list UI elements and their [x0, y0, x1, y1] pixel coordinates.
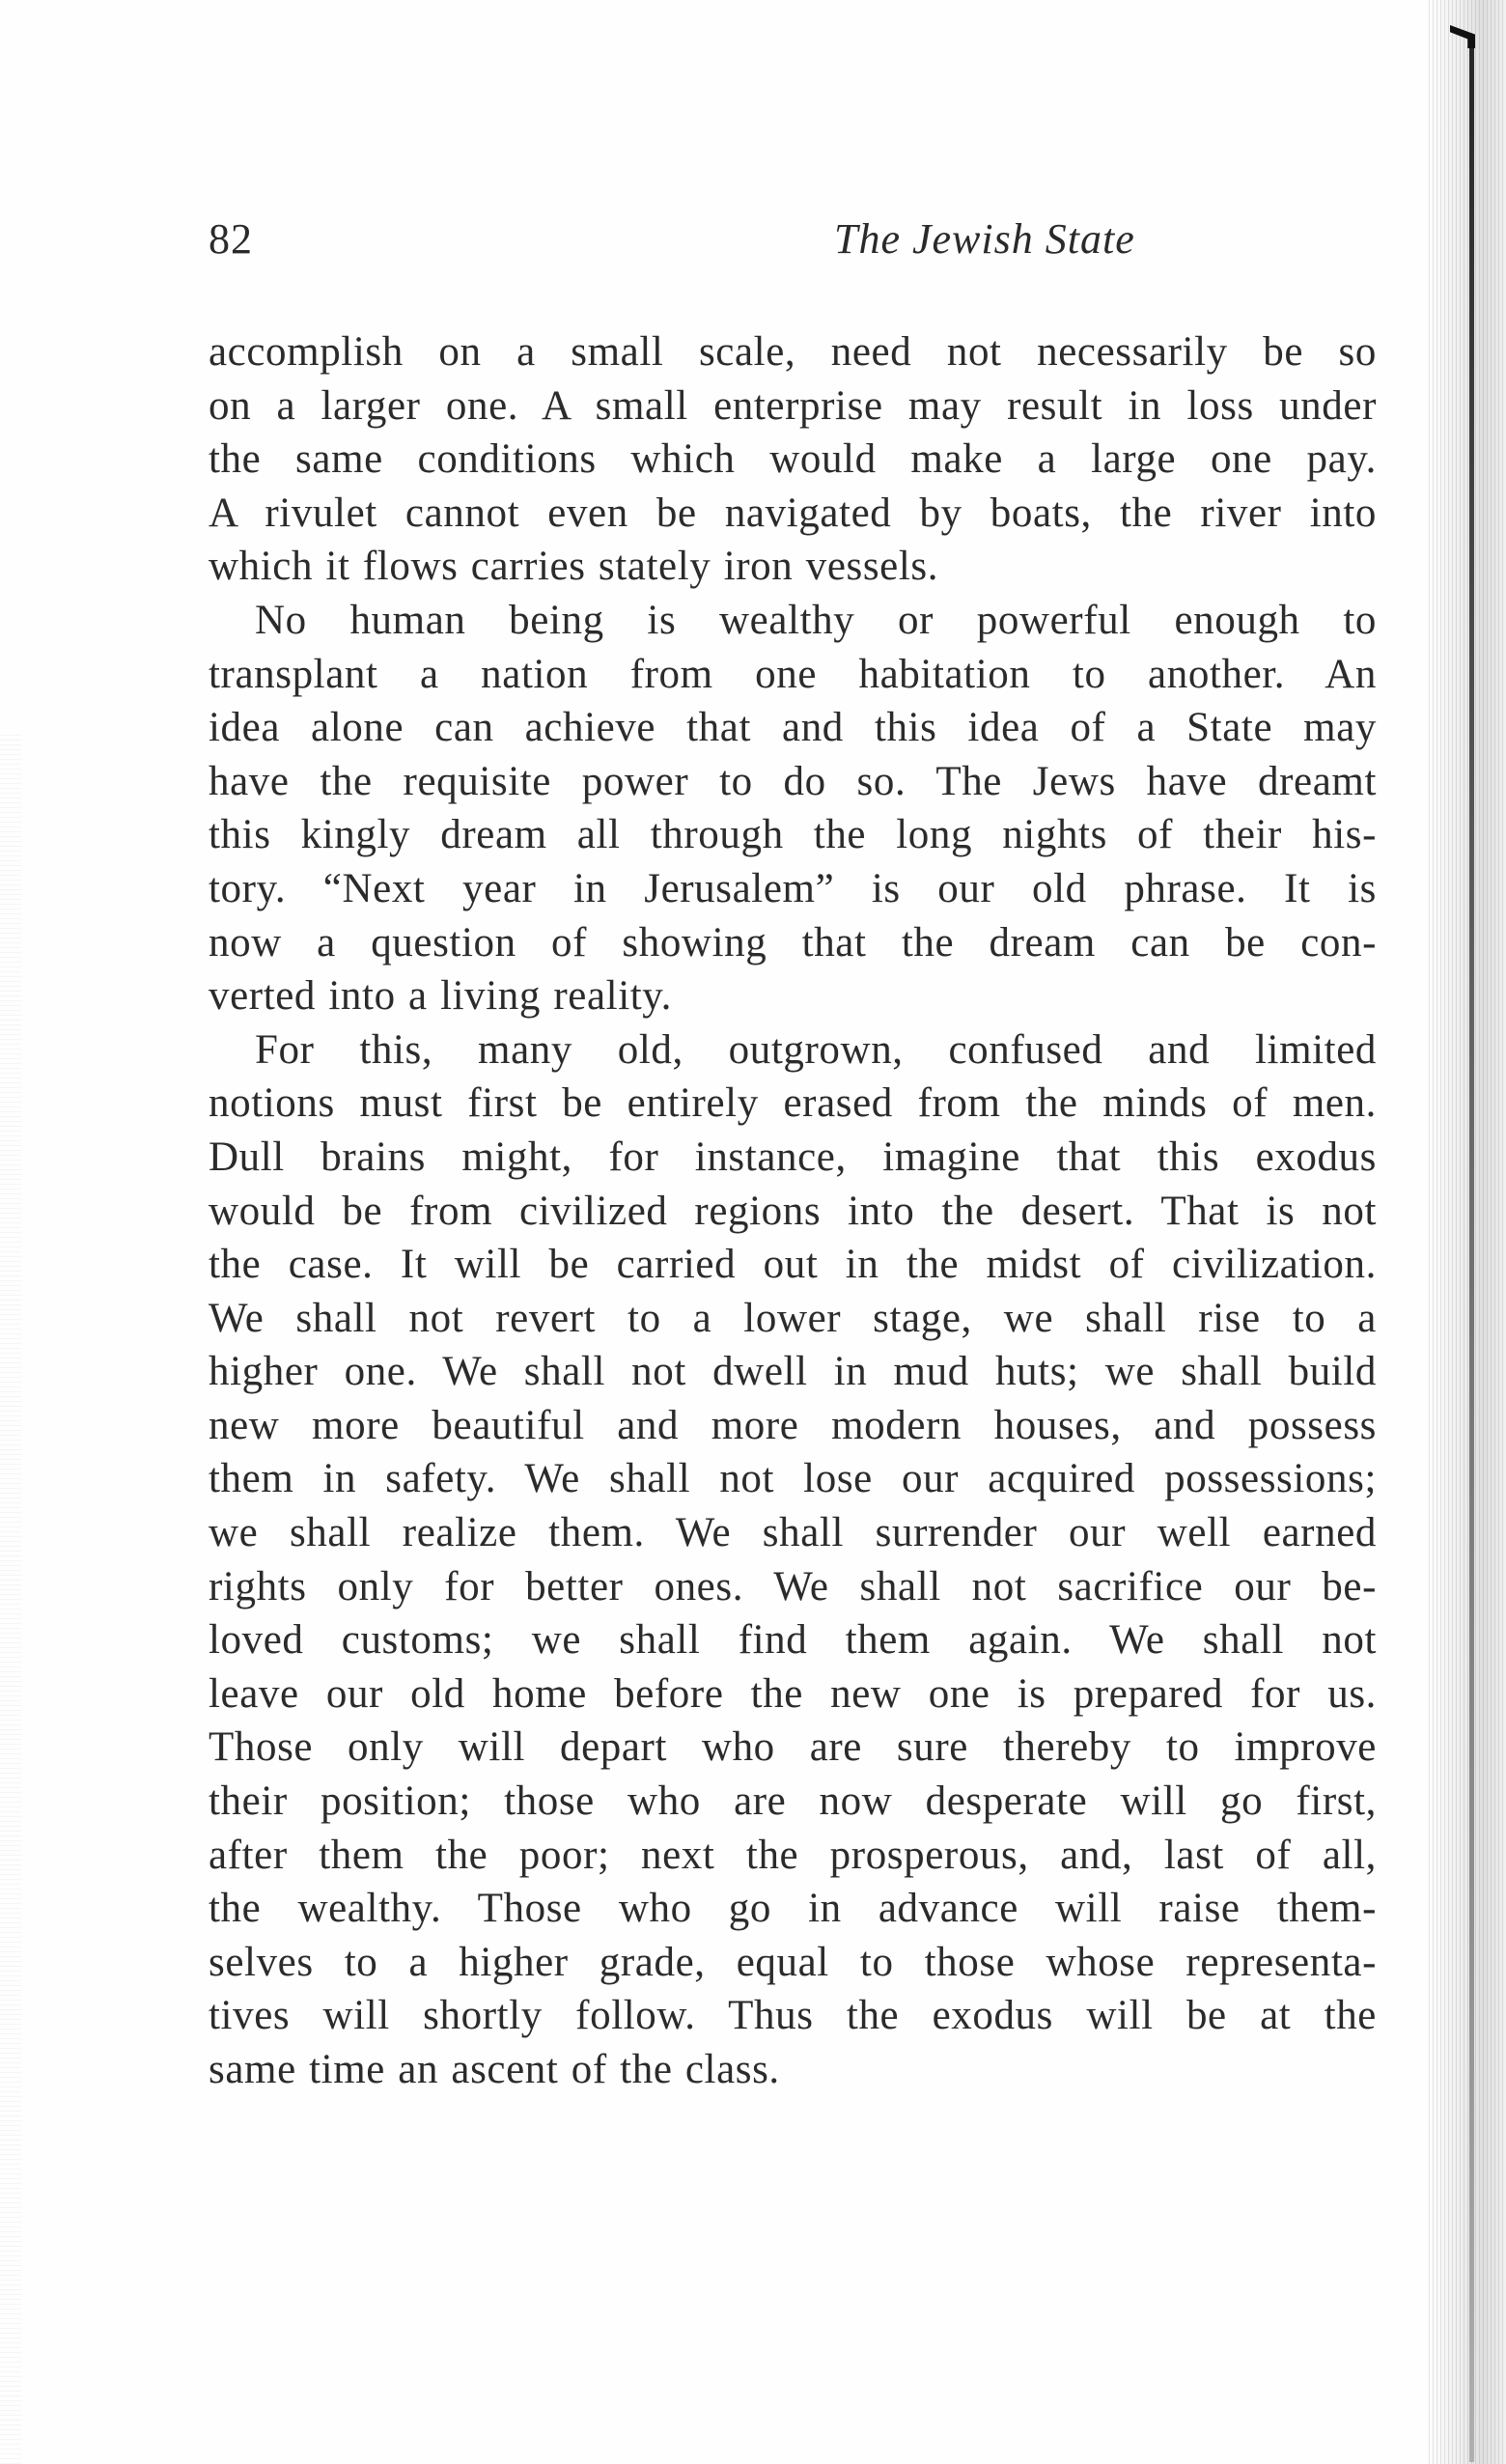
- text-line: the case. It will be carried out in the midst of civilization.: [209, 1242, 1377, 1288]
- binding-edge-shadow: [1429, 0, 1506, 2464]
- text-line: No human being is wealthy or powerful enough to: [255, 597, 1377, 643]
- page-number: 82: [209, 215, 253, 263]
- binding-edge-line: [1469, 39, 1474, 2462]
- running-title: The Jewish State: [834, 215, 1135, 263]
- text-line: on a larger one. A small enterprise may result in loss under: [209, 382, 1377, 429]
- text-line: we shall realize them. We shall surrender our well earned: [209, 1510, 1377, 1556]
- text-line: verted into a living reality.: [209, 973, 672, 1020]
- text-line: loved customs; we shall find them again. We shall not: [209, 1617, 1377, 1664]
- text-line: higher one. We shall not dwell in mud huts; we shall build: [209, 1349, 1377, 1395]
- text-line: A rivulet cannot even be navigated by boats, the river into: [209, 490, 1377, 536]
- text-line: accomplish on a small scale, need not necessarily be so: [209, 329, 1377, 375]
- text-line: leave our old home before the new one is prepared for us.: [209, 1670, 1377, 1717]
- text-line: selves to a higher grade, equal to those whose representa-: [209, 1939, 1377, 1985]
- text-line: notions must first be entirely erased from the minds of men.: [209, 1080, 1377, 1127]
- text-line: the same conditions which would make a large one pay.: [209, 436, 1377, 483]
- text-line: We shall not revert to a lower stage, we shall rise to a: [209, 1295, 1377, 1341]
- text-line: Those only will depart who are sure thereby to improve: [209, 1724, 1377, 1771]
- body-text: [209, 325, 1377, 2097]
- text-line: same time an ascent of the class.: [209, 2047, 780, 2092]
- page-header: [209, 214, 1367, 272]
- text-line: them in safety. We shall not lose our acquired possessions;: [209, 1456, 1377, 1502]
- text-line: idea alone can achieve that and this idea of a State may: [209, 705, 1377, 751]
- text-line: Dull brains might, for instance, imagine that this exodus: [209, 1134, 1377, 1180]
- text-line: For this, many old, outgrown, confused and limited: [255, 1026, 1377, 1073]
- text-line: have the requisite power to do so. The Jews have dreamt: [209, 758, 1377, 804]
- text-line: after them the poor; next the prosperous, and, last of all,: [209, 1832, 1377, 1878]
- text-line: would be from civilized regions into the desert. That is not: [209, 1188, 1377, 1234]
- text-line: the wealthy. Those who go in advance will raise them-: [209, 1886, 1377, 1932]
- scan-left-edge: [0, 734, 21, 2464]
- text-line: this kingly dream all through the long nights of their his-: [209, 812, 1377, 858]
- text-line: which it flows carries stately iron vessels.: [209, 544, 939, 590]
- text-line: rights only for better ones. We shall not sacrifice our be-: [209, 1563, 1377, 1610]
- text-line: now a question of showing that the dream can be con-: [209, 919, 1377, 966]
- text-line: tives will shortly follow. Thus the exodus will be at the: [209, 1993, 1377, 2039]
- text-line: their position; those who are now desperate will go first,: [209, 1778, 1377, 1825]
- text-line: tory. “Next year in Jerusalem” is our old phrase. It is: [209, 865, 1377, 911]
- text-line: transplant a nation from one habitation to another. An: [209, 651, 1377, 697]
- text-line: new more beautiful and more modern houses, and possess: [209, 1402, 1377, 1448]
